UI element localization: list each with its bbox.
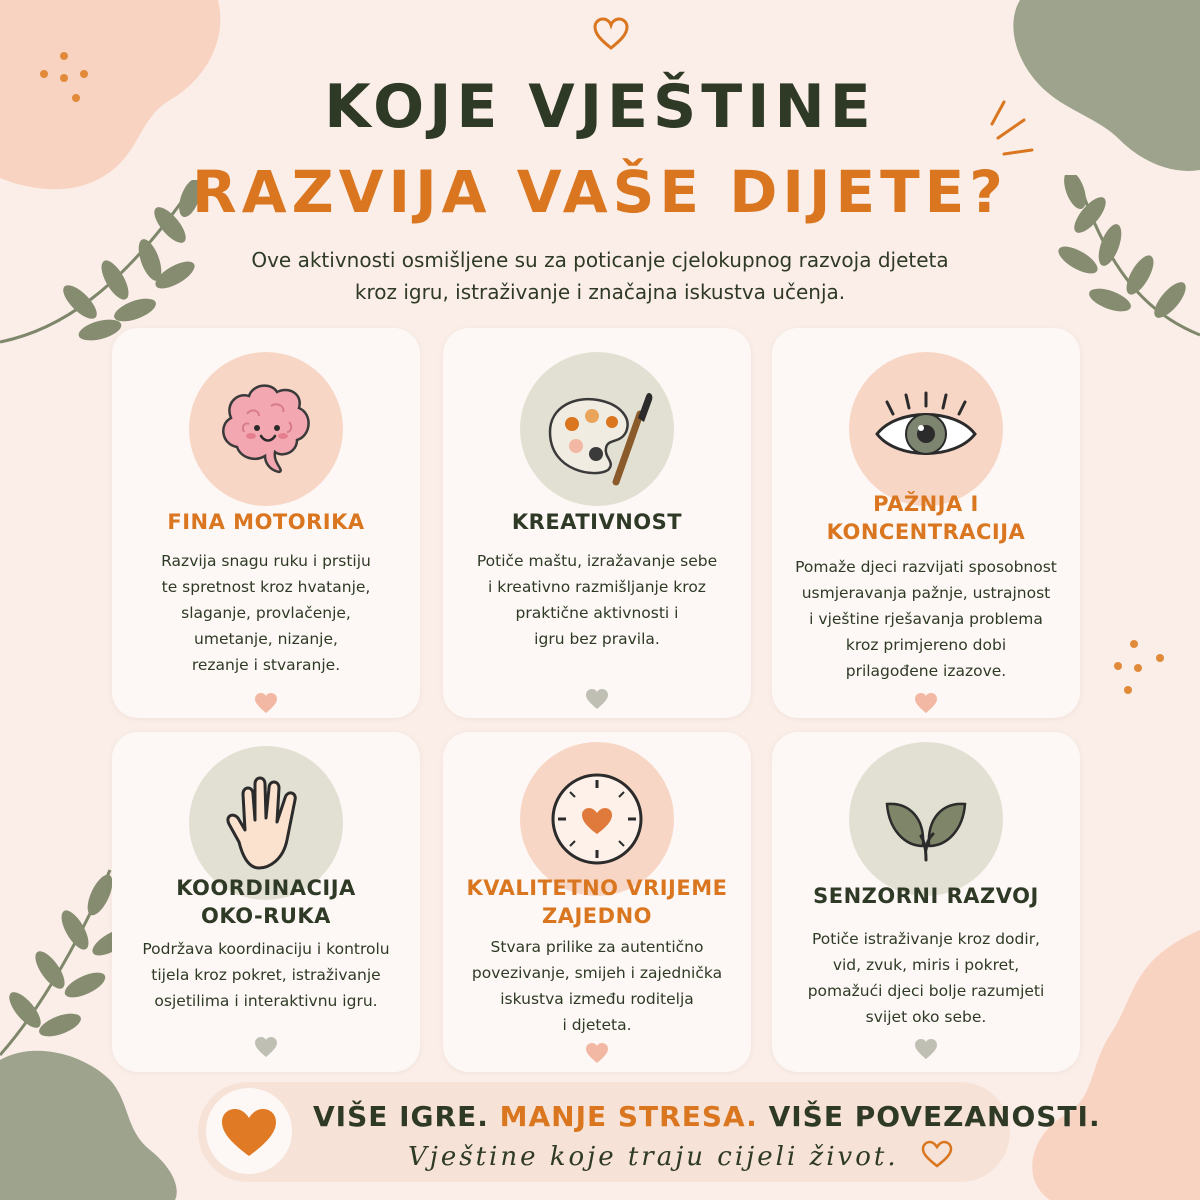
slogan-part3: VIŠE POVEZANOSTI. xyxy=(768,1100,1101,1133)
icon-circle xyxy=(520,352,674,506)
card-description-line: Razvija snagu ruku i prstiju xyxy=(161,552,371,570)
slogan-part2: MANJE STRESA. xyxy=(499,1100,758,1133)
card-description-line: kroz primjereno dobi xyxy=(845,636,1007,654)
title-line2: RAZVIJA VAŠE DIJETE? xyxy=(192,158,1008,226)
banner-tagline xyxy=(408,1139,954,1172)
card-description-line: prilagođene izazove. xyxy=(845,662,1007,680)
card-title-line: FINA MOTORIKA xyxy=(167,510,365,534)
heart-icon xyxy=(914,1038,938,1060)
title-line1: KOJE VJEŠTINE xyxy=(324,72,876,142)
skill-card-eye-hand xyxy=(112,732,420,1072)
card-description-line: rezanje i stvaranje. xyxy=(191,656,341,674)
card-description-line: usmjeravanja pažnje, ustrajnost xyxy=(801,584,1051,602)
card-description-line: slaganje, provlačenje, xyxy=(181,604,351,622)
sprout-leaves-icon xyxy=(849,742,1003,896)
icon-circle xyxy=(520,742,674,896)
card-description-line: svijet oko sebe. xyxy=(865,1008,987,1026)
heart-icon xyxy=(254,1036,278,1058)
heart-icon xyxy=(585,1042,609,1064)
card-title-line: KOORDINACIJA xyxy=(176,876,356,900)
icon-circle xyxy=(189,352,343,506)
palette-brush-icon xyxy=(520,352,674,506)
card-description-line: iskustva između roditelja xyxy=(500,990,694,1008)
card-title-line: KONCENTRACIJA xyxy=(826,520,1026,544)
bottom-banner xyxy=(198,1082,1101,1182)
card-description xyxy=(457,548,737,652)
card-description xyxy=(126,936,406,1014)
card-description-line: praktične aktivnosti i xyxy=(515,604,679,622)
card-description-line: tijela kroz pokret, istraživanje xyxy=(151,966,381,984)
card-description-line: igru bez pravila. xyxy=(534,630,660,648)
subtitle-line1: Ove aktivnosti osmišljene su za poticanje cjelokupnog razvoja djeteta xyxy=(251,248,949,272)
top-heart-outline-icon xyxy=(591,14,631,54)
card-description-line: osjetilima i interaktivnu igru. xyxy=(154,992,378,1010)
card-title xyxy=(443,874,751,930)
heart-icon xyxy=(206,1088,292,1174)
skill-card-attention xyxy=(772,328,1080,718)
card-description xyxy=(786,554,1066,684)
card-title xyxy=(112,874,420,930)
tagline-text: Vještine koje traju cijeli život. xyxy=(408,1142,899,1172)
heart-outline-icon xyxy=(920,1139,954,1169)
banner-slogan xyxy=(313,1100,1101,1133)
card-title xyxy=(772,490,1080,546)
card-description-line: povezivanje, smijeh i zajednička xyxy=(471,964,723,982)
card-title xyxy=(772,882,1080,910)
card-description-line: te spretnost kroz hvatanje, xyxy=(161,578,371,596)
card-description xyxy=(126,548,406,678)
icon-circle xyxy=(849,352,1003,506)
card-title-line: KREATIVNOST xyxy=(511,510,683,534)
heart-clock-icon xyxy=(520,742,674,896)
skill-card-fine-motor xyxy=(112,328,420,718)
heart-icon xyxy=(585,688,609,710)
subtitle-line2: kroz igru, istraživanje i značajna iskustva učenja. xyxy=(354,280,846,304)
card-title xyxy=(443,508,751,536)
card-description-line: Potiče istraživanje kroz dodir, xyxy=(811,930,1040,948)
card-description-line: i djeteta. xyxy=(562,1016,632,1034)
heart-icon xyxy=(254,692,278,714)
icon-circle xyxy=(849,742,1003,896)
heart-icon xyxy=(914,692,938,714)
card-description-line: vid, zvuk, miris i pokret, xyxy=(832,956,1020,974)
card-title-line: ZAJEDNO xyxy=(542,904,652,928)
banner-heart-circle xyxy=(206,1088,292,1174)
card-description-line: Stvara prilike za autentično xyxy=(490,938,704,956)
orange-dots-right xyxy=(1108,638,1168,698)
card-title xyxy=(112,508,420,536)
card-description-line: pomažući djeci bolje razumjeti xyxy=(807,982,1045,1000)
card-description xyxy=(786,926,1066,1030)
card-description-line: umetanje, nizanje, xyxy=(194,630,338,648)
card-title-line: SENZORNI RAZVOJ xyxy=(813,884,1039,908)
card-title-line: OKO-RUKA xyxy=(201,904,331,928)
eye-icon xyxy=(849,352,1003,506)
card-description-line: i kreativno razmišljanje kroz xyxy=(488,578,706,596)
card-description-line: Podržava koordinaciju i kontrolu xyxy=(142,940,390,958)
card-description-line: Pomaže djeci razvijati sposobnost xyxy=(795,558,1057,576)
skill-card-sensory xyxy=(772,732,1080,1072)
card-description xyxy=(457,934,737,1038)
subtitle xyxy=(200,244,1000,308)
slogan-part1: VIŠE IGRE. xyxy=(313,1100,489,1133)
card-title-line: KVALITETNO VRIJEME xyxy=(466,876,728,900)
card-description-line: Potiče maštu, izražavanje sebe xyxy=(476,552,718,570)
skill-card-quality-time xyxy=(443,732,751,1072)
skill-card-creativity xyxy=(443,328,751,718)
smiling-brain-icon xyxy=(189,352,343,506)
card-title-line: PAŽNJA I xyxy=(873,492,979,516)
card-description-line: i vještine rješavanja problema xyxy=(809,610,1043,628)
